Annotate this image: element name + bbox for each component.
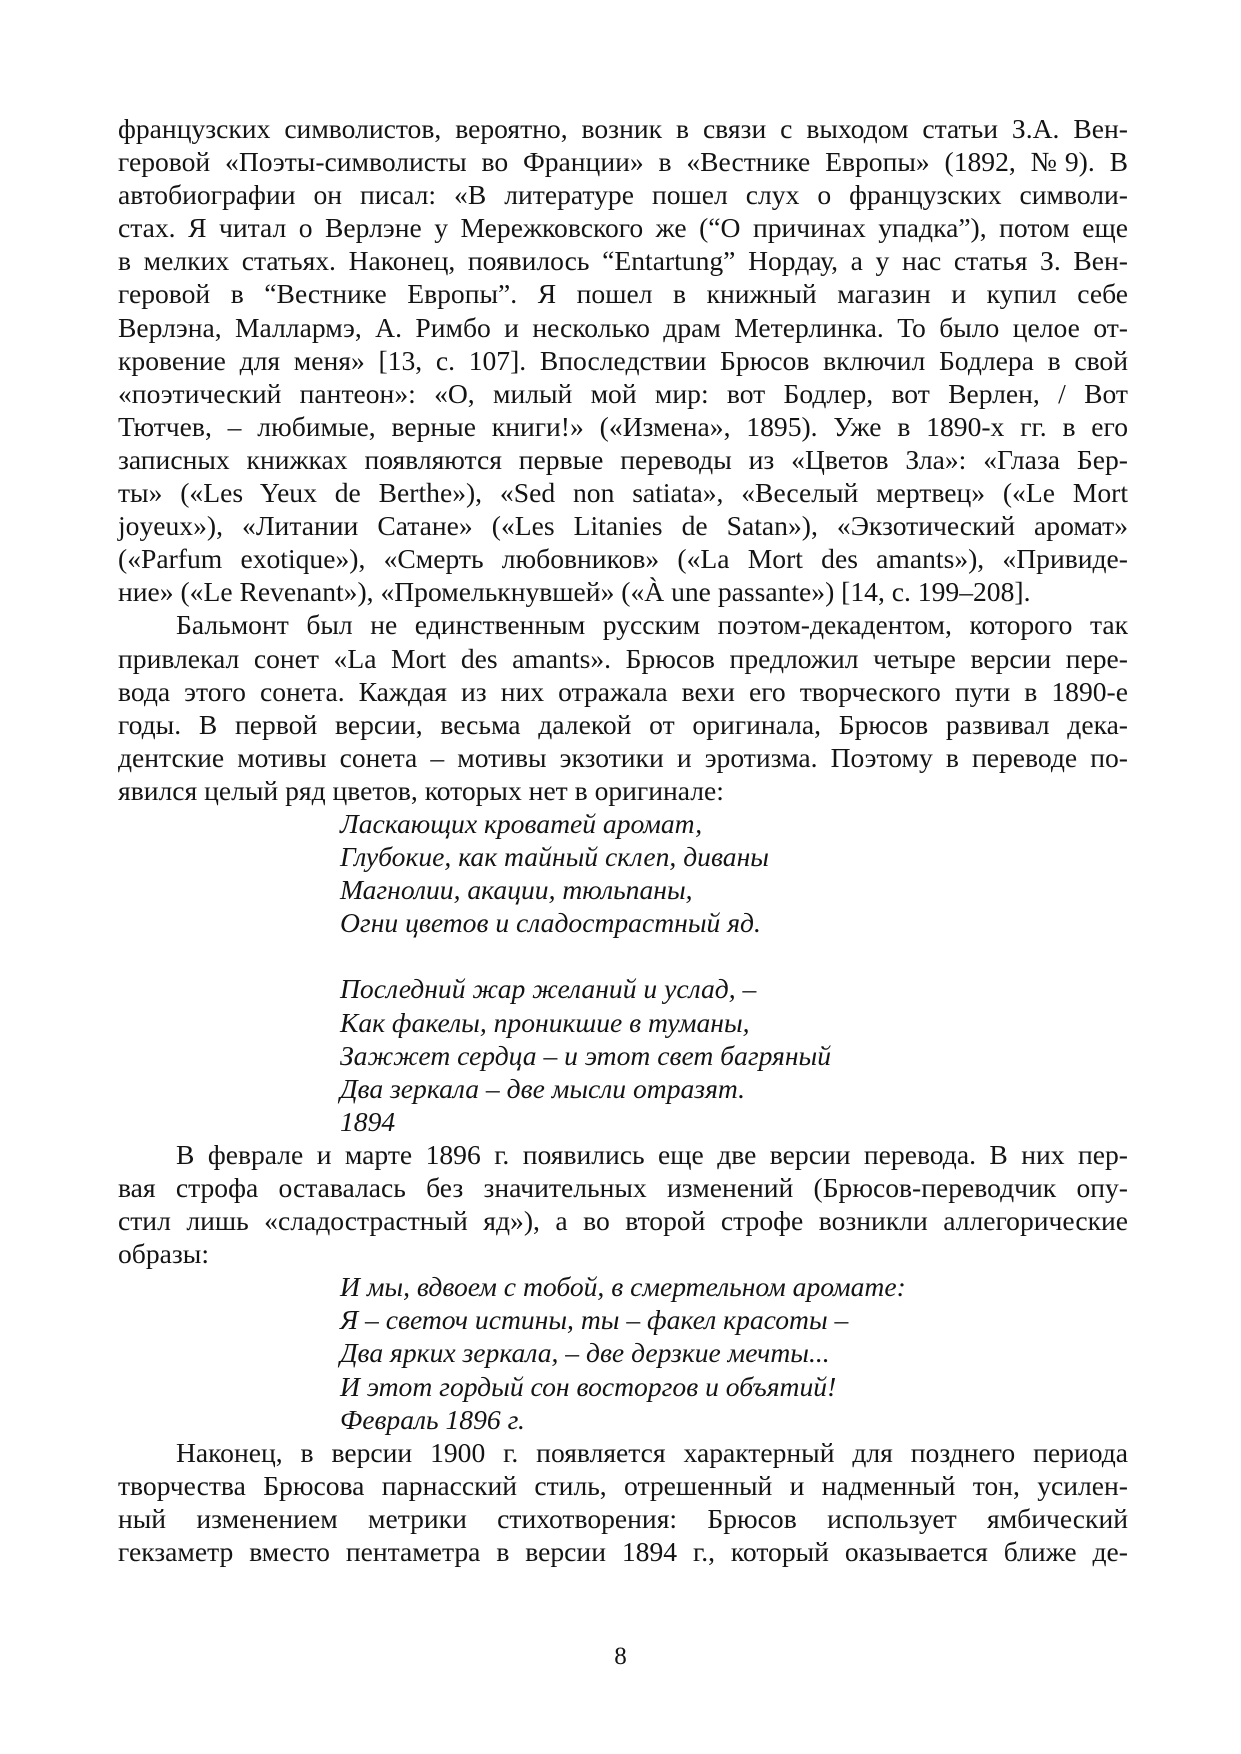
text-line: творчества Брюсова парнасский стиль, отрешенный и надменный тон, усилен- [118,1469,1128,1501]
text-line: ние» («Le Revenant»), «Промелькнувшей» («À une passante») [14, с. 199–208]. [118,576,1031,608]
text-line: стах. Я читал о Верлэне у Мережковского же (“О причинах упадка”), потом еще [118,212,1128,244]
text-line: joyeux»), «Литании Сатане» («Les Litanies de Satan»), «Экзотический аромат» [118,510,1128,542]
page-number: 8 [614,1643,627,1670]
verse-line: Огни цветов и сладострастный яд. [340,907,761,939]
text-line: геровой в “Вестнике Европы”. Я пошел в книжный магазин и купил себе [118,278,1128,310]
text-line: автобиографии он писал: «В литературе пошел слух о французских символи- [118,179,1128,211]
verse-1894 [118,807,1128,1138]
text-line: дентские мотивы сонета – мотивы экзотики и эротизма. Поэтому в переводе по- [118,741,1128,773]
verse-line: Зажжет сердца – и этот свет багряный [340,1039,832,1071]
text-line: гекзаметр вместо пентаметра в версии 1894 г., который оказывается ближе де- [118,1536,1128,1568]
verse-line: Я – светоч истины, ты – факел красоты – [340,1304,849,1336]
text-line: («Parfum exotique»), «Смерть любовников» («La Mort des amants»), «Привиде- [118,543,1128,575]
verse-1896 [118,1270,1128,1435]
text-line: годы. В первой версии, весьма далекой от оригинала, Брюсов развивал дека- [118,708,1128,740]
text-line: записных книжках появляются первые переводы из «Цветов Зла»: «Глаза Бер- [118,443,1128,475]
verse-line: Последний жар желаний и услад, – [340,973,757,1005]
text-line: стил лишь «сладострастный яд»), а во второй строфе возникли аллегорические [118,1205,1128,1237]
text-line: вая строфа оставалась без значительных изменений (Брюсов-переводчик опу- [118,1172,1128,1203]
stanza-gap [340,939,1128,972]
verse-line: Два зеркала – две мысли отразят. [340,1072,746,1104]
verse-line: Ласкающих кроватей аромат, [340,807,703,839]
text-line: привлекал сонет «La Mort des amants». Брюсов предложил четыре версии пере- [118,642,1128,674]
text-line: Бальмонт был не единственным русским поэтом-декадентом, которого так [176,609,1128,641]
text-line: ты» («Les Yeux de Berthe»), «Sed non satiata», «Веселый мертвец» («Le Mort [118,477,1128,509]
text-line: ный изменением метрики стихотворения: Брюсов использует ямбический [118,1502,1128,1534]
text-line: геровой «Поэты-символисты во Франции» в «Вестнике Европы» (1892, №9). В [118,146,1128,178]
paragraph-4 [118,1436,1128,1568]
text-line: кровение для меня» [13, с. 107]. Впоследствии Брюсов включил Бодлера в свой [118,344,1128,376]
paragraph-3 [118,1138,1128,1270]
verse-line: Как факелы, проникшие в туманы, [340,1006,750,1038]
verse-line: Глубокие, как тайный склеп, диваны [340,841,769,873]
text-line: вода этого сонета. Каждая из них отражала вехи его творческого пути в 1890-е [118,675,1128,707]
text-line: Наконец, в версии 1900 г. появляется характерный для позднего периода [176,1436,1128,1468]
text-line: В феврале и марте 1896 г. появились еще две версии перевода. В них пер- [176,1138,1128,1170]
verse-line: Два ярких зеркала, – две дерзкие мечты... [340,1337,830,1369]
text-line: Верлэна, Маллармэ, А. Римбо и несколько драм Метерлинка. То было целое от- [118,311,1128,343]
verse-date: Февраль 1896 г. [340,1403,525,1435]
verse-line: И этот гордый сон восторгов и объятий! [340,1370,837,1402]
paragraph-2 [118,608,1128,807]
text-line: французских символистов, вероятно, возник в связи с выходом статьи З.А. Вен- [118,113,1128,144]
text-line: «поэтический пантеон»: «О, милый мой мир: вот Бодлер, вот Верлен, / Вот [118,377,1128,409]
text-line: в мелких статьях. Наконец, появилось “Entartung” Нордау, а у нас статья З. Вен- [118,245,1128,277]
verse-line: И мы, вдвоем с тобой, в смертельном аромате: [340,1271,906,1303]
text-line: образы: [118,1238,209,1270]
verse-date: 1894 [340,1105,396,1137]
text-line: явился целый ряд цветов, которых нет в оригинале: [118,774,724,806]
verse-line: Магнолии, акации, тюльпаны, [340,874,693,906]
page-body [118,112,1128,1568]
text-line: Тютчев, – любимые, верные книги!» («Измена», 1895). Уже в 1890-х гг. в его [118,410,1128,442]
paragraph-1 [118,112,1128,608]
